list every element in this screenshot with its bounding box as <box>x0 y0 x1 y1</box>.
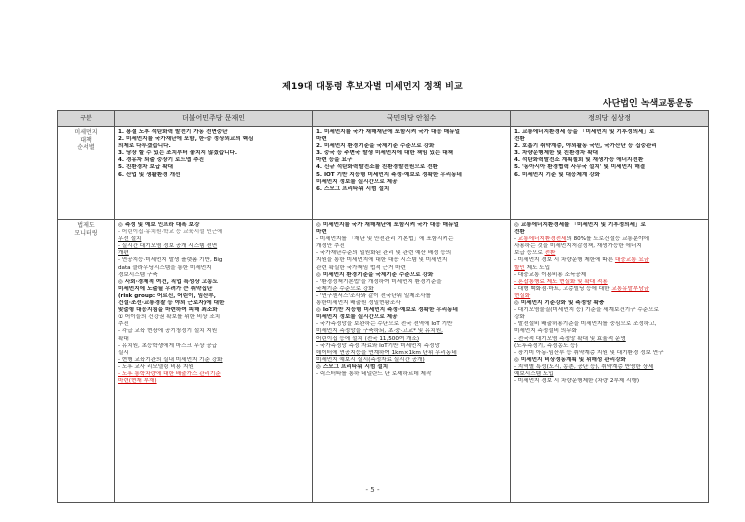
policy-text-line: - 노후 교사 리모델링 비용 지원 <box>118 363 194 370</box>
table-header-row <box>58 111 709 127</box>
policy-heading-line: 2. 미세먼지 환경기준을 국제기준 수준으로 강화 <box>316 143 435 150</box>
policy-heading-line: 1. 용절 노후 석탄화력 발전기 가동 전면중단 <box>118 129 228 135</box>
policy-text-line: - 미세먼지 경보 시 차량운행제한 (차량 2부제 시행) <box>514 378 640 385</box>
policy-text-line: - 교통에너지환경전세의 80%를 도로건설등 교통분야에 <box>514 236 650 243</box>
policy-text-line: 우선 설치 <box>118 236 142 243</box>
policy-text-line: 미세먼지 예보시 실시(측정자료 실시간 공개) <box>316 356 425 363</box>
table-row <box>58 127 709 220</box>
policy-text-line: - 대기오염물질(미세먼지 등) 기준을 세계보건기구 수준으로 <box>514 307 659 314</box>
policy-text-line: 현실화 <box>514 292 531 299</box>
policy-text-line: - 지역별 특성(도시, 농촌, 공단 등), 취약계층 반영한 상세 <box>514 363 654 370</box>
policy-text-line: - 미세먼지 경보 시 차량운행 제한에 따른 대중교통 요금 <box>514 257 650 264</box>
policy-text-line: 통한미세먼지 배출원 정밀현황조사 <box>316 300 401 307</box>
policy-text-line: - '환경정책기본법'을 개정하여 미세먼지 환경기준을 <box>316 278 442 285</box>
policy-heading-line: ◎ 미세먼지 환경기준을 국제기준 수준으로 강화 <box>316 271 434 278</box>
policy-text-line: 데이터에 연공지능을 연계하여 1km×1km 단위 우리동네 <box>316 349 457 356</box>
policy-text-line: 할인 제도 도입 <box>514 264 550 271</box>
policy-heading-line: ◎ 미세먼지 비상정동계획 및 위해성 관리강화 <box>514 356 626 363</box>
policy-heading-line: (risk group: 어르신, 어린이, 임산부, <box>118 292 216 299</box>
policy-heading-line: 5. IOT 기반 지능형 미세먼지 측정·예보로 정확한 우리동네 <box>316 171 462 178</box>
policy-heading-line: 2. 미세먼지를 국가재난에 포함, 한·중 정상외교의 핵심 <box>118 136 254 143</box>
policy-cell <box>511 127 709 220</box>
policy-text-line: - 릭스터타를 통하 네덜란드 단 로셰하르데 제작 <box>316 370 432 377</box>
policy-text-line: 개편 <box>118 250 129 257</box>
policy-heading-line: ◎ 교통에너지환경세를 「미세먼지 및 기후정의세」로 <box>514 222 646 228</box>
table-row <box>58 220 709 503</box>
policy-text-line: - 각급 교육 현장에 공기청정기 설치 지원 <box>118 328 218 335</box>
policy-text-line: 마련(현재 부재) <box>118 378 157 385</box>
policy-heading-line: 5. '동아시아 환경협력 사무국 설치' 및 미세먼지 해결 <box>514 164 646 171</box>
category-label-line: 대책 <box>80 136 92 144</box>
policy-heading-line: ◎ 미세먼지를 국가 재해재난에 포함시켜 국가 대응 매뉴얼 <box>316 222 459 228</box>
policy-heading-line: 미세먼지에 노출될 우려가 큰 취약집단 <box>118 285 213 292</box>
policy-text-line: - '연구센서스'조사와 같이 전국단위 일제조사를 <box>316 292 431 299</box>
policy-heading-line: 의제로 다루겠습니다. <box>118 143 171 150</box>
policy-text-line: - 대중교통 이용비용 소득공제 <box>514 271 587 278</box>
policy-heading-line: 마련 <box>316 229 327 236</box>
policy-heading-line: 6. 스모그 프리타워 시범 설치 <box>316 185 390 192</box>
row-category <box>58 127 115 220</box>
highlighted-term: 할인 <box>514 264 525 271</box>
policy-heading-line: 5. 친환경차 보급 확대 <box>118 164 174 171</box>
policy-text-line: - 미세먼지를 「재난 및 안전관리 기본법」에 포함시키는 <box>316 236 454 243</box>
policy-text-line: - 현행 교육기관의 실내 미세먼지 기준 강화 <box>118 356 223 363</box>
policy-cell <box>511 220 709 503</box>
policy-heading-line: ◎ 스모그 프리타워 시범 설치 <box>316 363 389 370</box>
policy-heading-line: 4. 경유차 퇴출 중장기 로드맵 추진 <box>118 157 205 164</box>
policy-text-line: 지원을 통한 미세먼지에 대한 대응 시스템 및 미세먼지 <box>316 257 448 264</box>
policy-text-line: 국제기준 수준으로 강화 <box>316 285 374 292</box>
policy-text-line: - 전국적 대기오염 측정망 확대 및 효율적 운영 <box>514 335 626 342</box>
policy-heading-line: 6. 산업 및 생활환경 개선 <box>118 171 181 178</box>
category-label-line: 법제도 <box>77 222 95 229</box>
policy-text-line: 실시 <box>118 349 129 356</box>
policy-text-line: 예보시스템 도입 <box>514 370 554 377</box>
policy-text-line: - 실시간 대기오염 정보 공개 시스템 전면 <box>118 243 218 250</box>
policy-text-line: - 국가재난수준의 일원화된 관리 및 관련 예산 배정 등의 <box>316 250 452 257</box>
header-ahn-cheolsoo: 국민의당 안철수 <box>313 111 511 127</box>
policy-text-line: - 유치원, 초등학생에게 마스크 무상 공급 <box>118 342 218 349</box>
policy-heading-line: 6. 미세먼지 기준 및 대응체계 강화 <box>514 171 601 178</box>
highlighted-term: 교통유발부담금 <box>611 285 650 292</box>
row-category <box>58 220 115 503</box>
policy-text-line: data 클라우딩시스템을 통한 미세먼지 <box>118 264 212 271</box>
policy-text-line: - 연공지능·미세먼지 발생 플랫폼 기반, Big <box>118 257 223 264</box>
header-category: 구분 <box>58 111 115 127</box>
policy-cell <box>115 220 313 503</box>
policy-heading-line: 4. 석탄화력발전소 계획철회 및 재생가능 에너지전환 <box>514 157 644 164</box>
policy-text-line: - 발전설비 배출허용기준을 미세먼지를 중심으로 조정하고, <box>514 321 657 328</box>
policy-text-line: - 국가측정망을 보완하는 수단으로 전국 전역에 IoT 기반 <box>316 321 453 328</box>
policy-text-line: 미세먼지 측정망을 구축하되, 초·중·고교* 및 유치원, <box>316 328 443 335</box>
policy-heading-line: 3. 차량운행제한 및 친환경차 확대 <box>514 150 599 157</box>
policy-heading-line: 3. 당장 할 수 있는 조치부터 놓치지 않겠습니다. <box>118 150 238 157</box>
policy-text-line: 강화 <box>514 314 525 321</box>
category-label-line: 미세먼지 <box>74 129 98 136</box>
page-number: - 5 - <box>365 486 380 494</box>
highlighted-term: 교통에너지환경전세 <box>517 236 567 243</box>
category-label-line: 순서별 <box>77 144 95 152</box>
policy-cell <box>313 127 511 220</box>
policy-text-line: - 대형 백화점·마트, 고층빌딩 등에 대한 교통유발부담금 <box>514 285 650 292</box>
header-moon-jaein: 더불어민주당 문재인 <box>115 111 313 127</box>
header-sim-sangjeung: 정의당 심상정 <box>511 111 709 127</box>
policy-heading-line: 1. 미세먼지를 국가 재해재난에 포함시켜 국가 대응 매뉴얼 <box>316 129 460 135</box>
policy-text-line: 확대 <box>118 335 129 342</box>
policy-heading-line: 맞춤형 대응지침을 마련하여 피해 최소화 <box>118 307 218 314</box>
policy-heading-line: 1. 교통에너지환경세 등을 「미세먼지 및 기후정의세」로 <box>514 129 655 135</box>
policy-text-line: 경보시스템 구축 <box>118 271 158 278</box>
organization-name: 사단법인 녹색교통운동 <box>602 99 693 109</box>
policy-text-line: 개정안 추진 <box>316 243 345 250</box>
policy-heading-line: 마련 등을 요구 <box>316 157 353 164</box>
policy-text-line: 관련 확실한 국가책임 법적 근거 마련 <box>316 264 406 271</box>
policy-comparison-table <box>57 110 709 503</box>
policy-heading-line: ◎ 사회·경제적 여건, 직업 특성상 고농도 <box>118 278 218 285</box>
policy-text-line: ① 어이들의 건강권 확보를 위한 비상 조치 <box>118 314 221 321</box>
policy-heading-line: 마련 <box>316 136 327 143</box>
policy-heading-line: 3. 중국 등 주변국 발생 미세먼지에 대한 책임 있는 대책 <box>316 150 454 157</box>
policy-heading-line: 건설·조선·교통경찰 등 야외 근로자)에 대한 <box>118 300 225 307</box>
page-title: 제19대 대통령 후보자별 미세먼지 정책 비교 <box>282 82 463 92</box>
policy-text-line: - 노후 통학차량에 대한 배출가스 관리기준 <box>118 370 221 377</box>
policy-text-line: 추진 <box>118 321 129 328</box>
policy-heading-line: 2. 호흡기 취약계층, 야외활동 국민, 국가산단 등 집중관리 <box>514 143 657 150</box>
policy-text-line: 보급 등으로 전환 <box>514 250 556 257</box>
policy-heading-line: ◎ IoT기반 지능형 미세먼지 측정·예보로 정확한 우리동네 <box>316 307 458 314</box>
policy-heading-line: ◎ 측정 및 예보 인프라 대폭 보강 <box>118 222 200 228</box>
policy-text-line: - 혼잡통행료 제도 현실화 및 확대 적용 <box>514 278 608 285</box>
policy-cell <box>313 220 511 503</box>
policy-text-line: 어린이집 등에 설치 (전국 11,500여 개소) <box>316 335 420 342</box>
category-label-line: 모니터링 <box>74 229 98 237</box>
policy-text-line: 미세먼지 측정설비 의무화 <box>514 328 577 335</box>
policy-text-line: (노후측정기, 측정농도 등) <box>514 342 578 349</box>
policy-text-line: - 국가측정망 측정 자료와 IoT기반 미세먼지 측정망 <box>316 342 440 349</box>
highlighted-term: 대중교통 요금 <box>614 257 650 264</box>
policy-text-line: - 어린이집·유치원·학교 등 교육시설 인근에 <box>118 229 223 236</box>
policy-text-line: 사용하는 것을 미세먼지저감정책, 재생가능한 에너지 <box>514 243 642 250</box>
policy-heading-line: 4. 신규 석탄화력발전소를 친환경발전원으로 전환 <box>316 164 438 171</box>
highlighted-term: 전환 <box>544 250 556 257</box>
policy-heading-line: 전환 <box>514 229 525 236</box>
policy-heading-line: ◎ 미세먼지 기준강화 및 측정망 확충 <box>514 300 605 307</box>
policy-cell <box>115 127 313 220</box>
policy-text-line: - 장기미 아동·임산부 등 취약계층 지원 및 대기환경 정보 연구 <box>514 349 664 356</box>
policy-heading-line: 미세먼지 정보를 실시간으로 제공 <box>316 178 398 185</box>
policy-heading-line: 전환 <box>514 136 525 143</box>
policy-heading-line: 미세먼지 정보를 실시간으로 제공 <box>316 314 398 321</box>
